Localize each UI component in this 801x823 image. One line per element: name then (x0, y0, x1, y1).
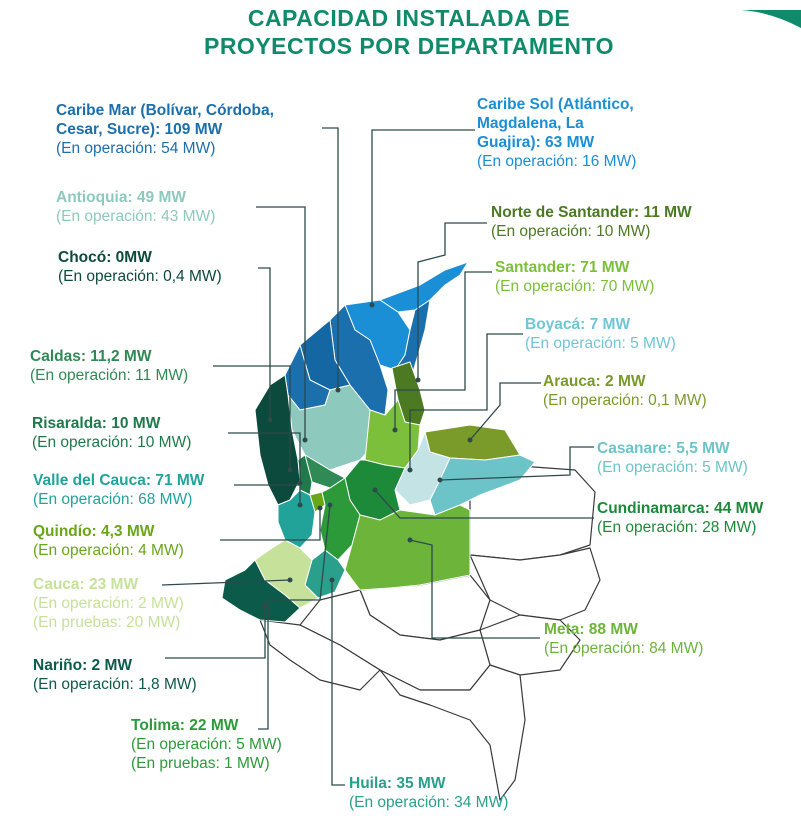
label-quindio-name-1: Quindío: 4,3 MW (33, 523, 155, 540)
label-caribe-sol-name-1: Caribe Sol (Atlántico, (477, 96, 634, 113)
label-cauca (33, 575, 184, 632)
label-casanare-name-1: Casanare: 5,5 MW (597, 440, 730, 457)
label-valle-detail-1: (En operación: 68 MW) (33, 491, 193, 508)
label-cundinamarca (597, 499, 763, 537)
label-tolima (131, 716, 282, 773)
label-narino-detail-1: (En operación: 1,8 MW) (33, 676, 197, 693)
label-cauca-detail-2: (En pruebas: 20 MW) (33, 614, 181, 631)
label-casanare (597, 439, 748, 477)
label-meta-detail-1: (En operación: 84 MW) (544, 640, 704, 657)
label-caldas-detail-1: (En operación: 11 MW) (30, 367, 189, 384)
label-antioquia-name-1: Antioquia: 49 MW (56, 189, 187, 206)
label-caribe-sol (477, 95, 636, 171)
region-guainia (470, 548, 600, 620)
label-cundinamarca-name-1: Cundinamarca: 44 MW (597, 500, 764, 517)
label-narino (33, 656, 197, 694)
label-tolima-detail-2: (En pruebas: 1 MW) (131, 755, 270, 772)
label-boyaca-name-1: Boyacá: 7 MW (525, 316, 631, 333)
label-risaralda-detail-1: (En operación: 10 MW) (32, 434, 192, 451)
label-meta (544, 620, 703, 658)
label-cauca-detail-1: (En operación: 2 MW) (33, 595, 184, 612)
label-caribe-mar (56, 101, 274, 158)
label-quindio-detail-1: (En operación: 4 MW) (33, 542, 184, 559)
label-cauca-name-1: Cauca: 23 MW (33, 576, 139, 593)
label-risaralda (32, 414, 191, 452)
label-caribe-sol-name-3: Guajira): 63 MW (477, 134, 595, 151)
label-huila-name-1: Huila: 35 MW (349, 775, 446, 792)
label-boyaca-detail-1: (En operación: 5 MW) (525, 335, 676, 352)
label-cundinamarca-detail-1: (En operación: 28 MW) (597, 519, 757, 536)
leader-caribe-sol (372, 130, 475, 305)
label-arauca-detail-1: (En operación: 0,1 MW) (543, 392, 707, 409)
label-huila-detail-1: (En operación: 34 MW) (349, 794, 509, 811)
label-choco (58, 248, 222, 286)
title-line-1: CAPACIDAD INSTALADA DE (247, 5, 571, 31)
label-santander (495, 258, 654, 296)
label-tolima-name-1: Tolima: 22 MW (131, 717, 239, 734)
label-risaralda-name-1: Risaralda: 10 MW (32, 415, 161, 432)
label-huila (349, 774, 508, 812)
label-choco-detail-1: (En operación: 0,4 MW) (58, 268, 222, 285)
label-arauca (543, 372, 707, 410)
label-arauca-name-1: Arauca: 2 MW (543, 373, 646, 390)
label-santander-detail-1: (En operación: 70 MW) (495, 278, 655, 295)
label-valle (33, 471, 204, 509)
label-caribe-sol-detail-1: (En operación: 16 MW) (477, 153, 637, 170)
label-antioquia-detail-1: (En operación: 43 MW) (56, 208, 216, 225)
label-boyaca (525, 315, 676, 353)
label-meta-name-1: Meta: 88 MW (544, 621, 638, 638)
label-caldas-name-1: Caldas: 11,2 MW (30, 348, 152, 365)
label-caribe-mar-name-2: Cesar, Sucre): 109 MW (56, 121, 223, 138)
label-quindio (33, 522, 184, 560)
label-santander-name-1: Santander: 71 MW (495, 259, 630, 276)
label-caribe-sol-name-2: Magdalena, La (477, 115, 584, 132)
title-line-2: PROYECTOS POR DEPARTAMENTO (203, 33, 614, 59)
label-valle-name-1: Valle del Cauca: 71 MW (33, 472, 205, 489)
label-caribe-mar-detail-1: (En operación: 54 MW) (56, 140, 216, 157)
label-norte-santander (491, 203, 692, 241)
label-caribe-mar-name-1: Caribe Mar (Bolívar, Córdoba, (56, 102, 274, 119)
label-tolima-detail-1: (En operación: 5 MW) (131, 736, 282, 753)
label-casanare-detail-1: (En operación: 5 MW) (597, 459, 748, 476)
label-caldas (30, 347, 188, 385)
label-norte-santander-name-1: Norte de Santander: 11 MW (491, 204, 692, 221)
label-norte-santander-detail-1: (En operación: 10 MW) (491, 223, 651, 240)
label-choco-name-1: Chocó: 0MW (58, 249, 152, 266)
label-antioquia (56, 188, 215, 226)
label-narino-name-1: Nariño: 2 MW (33, 657, 133, 674)
